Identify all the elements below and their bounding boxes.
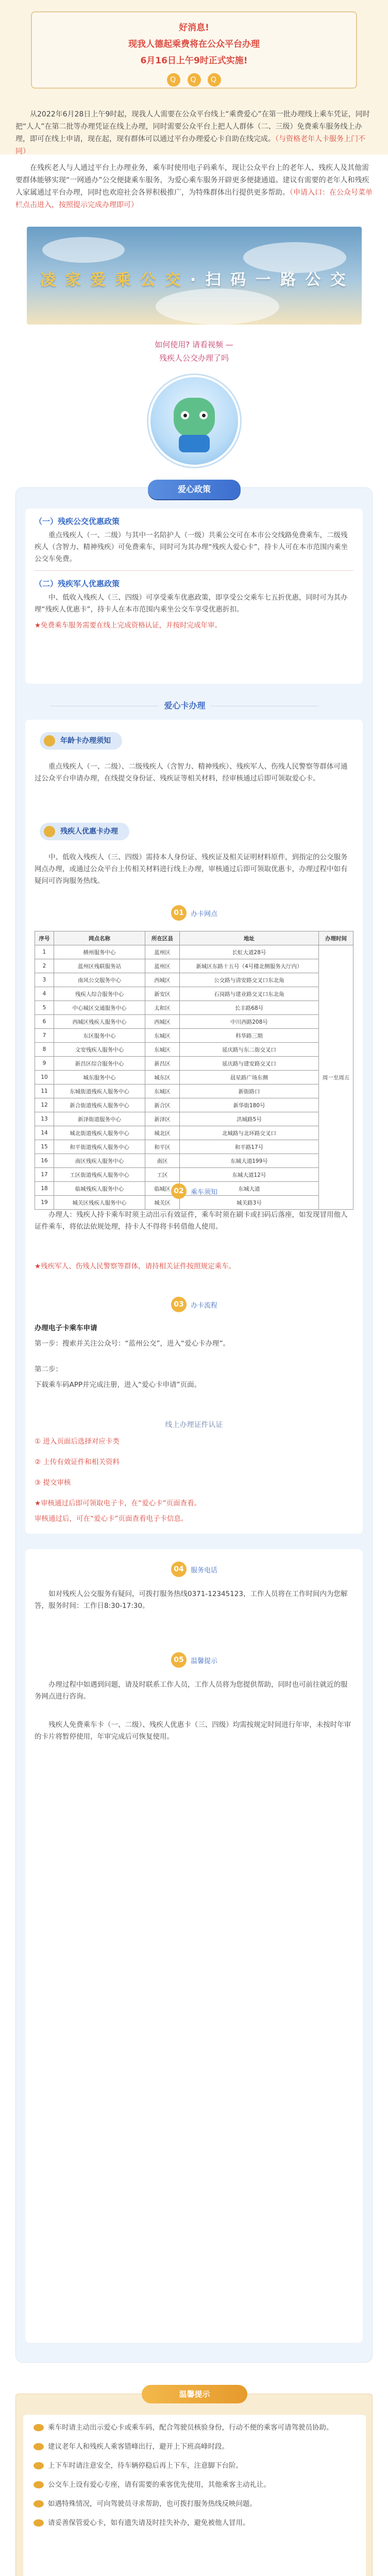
- tip-item: [33, 2453, 356, 2472]
- flow-separator: 线上办理证件认证: [165, 1421, 223, 1429]
- number-badge-icon: 02: [171, 1183, 187, 1199]
- tip-item: [33, 2472, 356, 2491]
- pill-discount-card: [40, 823, 129, 840]
- table-cell: 东城街道残疾人服务中心: [54, 1084, 145, 1098]
- table-cell: 8: [35, 1043, 54, 1057]
- table-cell: 19: [35, 1196, 54, 1210]
- table-row: [35, 1112, 353, 1126]
- table-cell: 城关路3号: [180, 1196, 319, 1210]
- notice-card: [31, 11, 357, 89]
- flow-substep-2: ② 上传有效证件和相关资料: [35, 1458, 120, 1466]
- tip-item-text: 请妥善保管爱心卡，如有遗失请及时挂失补办，避免被他人冒用。: [48, 2519, 250, 2527]
- table-row: [35, 1084, 353, 1098]
- table-cell: 12: [35, 1098, 54, 1112]
- block-1-text: 重点残疾人（一、二级）、二级残疾人（含智力、精神残疾）、残疾军人、伤残人民警察等群体可通过公众平台申请办理，在线提交身份证、残疾证等相关材料，经审核通过后即可领取爱心卡。: [35, 762, 348, 783]
- table-cell: 南区残疾人服务中心: [54, 1154, 145, 1168]
- flow-highlight-1: ★审核通过后即可领取电子卡，在“爱心卡”页面查看。: [35, 1499, 201, 1507]
- table-cell: 9: [35, 1057, 54, 1071]
- flow-highlight-2: 审核通过后，可在“爱心卡”页面查看电子卡信息。: [35, 1515, 188, 1523]
- policy-block-3: [25, 1549, 363, 2343]
- tips-tag: 温馨提示: [142, 2385, 247, 2403]
- tips-panel: [15, 2389, 373, 2576]
- table-cell: 新华街180号: [180, 1098, 319, 1112]
- bullet-icon: [33, 2519, 44, 2527]
- pill-card-notice-label: 年龄卡办理须知: [60, 737, 111, 745]
- table-header: 序号: [35, 931, 54, 945]
- pill-dot-icon: [44, 735, 55, 747]
- circle-head-rules: [158, 1183, 230, 1199]
- flow-title: 办理电子卡乘车申请: [35, 1324, 97, 1332]
- intro-text: [15, 162, 373, 211]
- table-cell: 城关区残疾人服务中心: [54, 1196, 145, 1210]
- block-2-text: 中、低收入残疾人（三、四级）需持本人身份证、残疾证及相关证明材料原件，到指定的公交服务网点办理，或通过公众平台上传相关材料进行线上办理，审核通过后即可领取优惠卡，办理过程中如有疑问可咨询服务热线。: [35, 853, 348, 885]
- table-cell: 16: [35, 1154, 54, 1168]
- mascot-video-thumbnail[interactable]: [148, 375, 240, 467]
- table-row: [35, 1043, 353, 1057]
- banner-title-part-3: · 扫 码 一 路 公 交: [190, 271, 348, 289]
- tip-item-text: 建议老年人和残疾人乘客错峰出行，避开上下班高峰时段。: [48, 2443, 229, 2451]
- flow-step-2-text: 下载乘车码APP并完成注册，进入“爱心卡申请”页面。: [35, 1381, 201, 1389]
- table-cell: 新合区: [145, 1098, 180, 1112]
- tip-item-text: 如遇特殊情况，可向驾驶员寻求帮助，也可拨打服务热线反映问题。: [48, 2500, 257, 2508]
- table-header: 网点名称: [54, 931, 145, 945]
- sites-table-wrap: [35, 931, 353, 1210]
- table-cell: 11: [35, 1084, 54, 1098]
- tips-inner: [23, 2415, 366, 2576]
- table-cell: 东城区: [145, 1084, 180, 1098]
- table-cell: 7: [35, 1029, 54, 1043]
- notice-text: [15, 108, 373, 158]
- notice-text-main: 从2022年6月28日上午9时起，现我人人需要在公众平台线上“乘费爱心”在第一批办理线上乘车凭证，同时把“人人”在第二批等办理凭证在线上办理，同时需要公众平台上把人人群体（二、三级）免费乘车服务线上办理，即可在线上申请，现在起，现有群体可以通过平台办理爱心卡自助在线完成。: [15, 110, 370, 143]
- table-cell: 城北街道残疾人服务中心: [54, 1126, 145, 1140]
- circle-head-rules-label: 乘车须知: [190, 1188, 217, 1196]
- table-cell: 5: [35, 1001, 54, 1015]
- table-row: [35, 1029, 353, 1043]
- bullet-icon: [33, 2500, 44, 2507]
- table-cell: 东区服务中心: [54, 1029, 145, 1043]
- table-cell: 延庆路与东二街交叉口: [180, 1043, 319, 1057]
- table-row: [35, 959, 353, 973]
- q-badge-1: Q: [167, 73, 180, 87]
- number-badge-icon: 05: [171, 1652, 187, 1668]
- circle-head-tel-label: 服务电话: [190, 1566, 217, 1574]
- table-cell: 东城大道199号: [180, 1154, 319, 1168]
- notice-text-highlight: （与资格老年人卡服务上门不同）: [15, 135, 365, 156]
- tip-item: [33, 2510, 356, 2529]
- table-header: 地址: [180, 931, 319, 945]
- section-head-2: （二）残疾军人优惠政策: [35, 579, 120, 588]
- notice-section: [0, 0, 388, 155]
- policy-block-2: [25, 720, 363, 1534]
- table-cell: 延庆路与建安路交叉口: [180, 1057, 319, 1071]
- banner-title: [27, 267, 362, 290]
- notice-line-2: 现我人德起乘费将在公众平台办理: [128, 39, 260, 49]
- table-cell: 13: [35, 1112, 54, 1126]
- table-row: [35, 1015, 353, 1029]
- number-badge-icon: 03: [171, 1297, 187, 1312]
- table-cell: 6: [35, 1015, 54, 1029]
- bullet-icon: [33, 2424, 44, 2431]
- tip-item: [33, 2415, 356, 2434]
- table-cell: 14: [35, 1126, 54, 1140]
- table-cell: 新合街道残疾人服务中心: [54, 1098, 145, 1112]
- table-cell: 18: [35, 1182, 54, 1196]
- table-cell: 和平路17号: [180, 1140, 319, 1154]
- circle-head-flow-label: 办卡流程: [190, 1301, 217, 1310]
- intro-text-main: 在残疾老人与人通过平台上办理业务，乘车时使用电子码乘车，现让公众平台上的老年人、残疾人及其他需要群体能够实现“一网通办”公交便捷乘车服务，为爱心乘车服务开辟更多便捷通道。建议有需要的老年人和残疾人家属通过平台办理，同时也欢迎社会各界积极推广，为特殊群体出行提供更多帮助。: [15, 164, 369, 197]
- table-cell: 3: [35, 973, 54, 987]
- table-cell: 15: [35, 1140, 54, 1154]
- table-cell: 2: [35, 959, 54, 973]
- flow-substep-1: ① 进入页面后选择对应卡类: [35, 1437, 120, 1446]
- table-row: [35, 1098, 353, 1112]
- table-row: [35, 1071, 353, 1084]
- table-cell: 西城区: [145, 973, 180, 987]
- table-cell: 临城区: [145, 1182, 180, 1196]
- table-cell: 科华路三期: [180, 1029, 319, 1043]
- section-2-text: 中、低收入残疾人（三、四级）可享受乘车优惠政策，即享受公交乘车七五折优惠，同时可为其办理“残疾人优惠卡”，持卡人在本市范围内乘坐公交车享受优惠折扣。: [35, 594, 348, 614]
- number-badge-icon: 01: [171, 905, 187, 921]
- table-row: [35, 1154, 353, 1168]
- table-cell: 城东区: [145, 1071, 180, 1084]
- table-cell: 西城区残疾人服务中心: [54, 1015, 145, 1029]
- tel-text: 如对残疾人公交服务有疑问，可拨打服务热线0371-12345123，工作人员将在工作时间内为您解答，服务时间：工作日8:30-17:30。: [35, 1590, 348, 1610]
- qqq-badges: [32, 72, 356, 87]
- table-cell: 城关区: [145, 1196, 180, 1210]
- mascot-icon: [174, 398, 215, 438]
- card-section-title: 爱心卡办理: [16, 699, 353, 711]
- table-cell: 工区: [145, 1168, 180, 1182]
- video-link[interactable]: [0, 338, 388, 365]
- pill-card-notice: [40, 732, 122, 750]
- q-badge-3: Q: [208, 73, 221, 87]
- rules-note: ★残疾军人、伤残人民警察等群体，请持相关证件按照规定乘车。: [35, 1262, 236, 1270]
- banner-title-part-2: 家 爱 乘 公 交: [65, 271, 183, 289]
- table-cell: 北城路与北环路交叉口: [180, 1126, 319, 1140]
- circle-head-tip-label: 温馨提示: [190, 1657, 217, 1665]
- table-cell: 新昌区: [145, 1057, 180, 1071]
- number-badge-icon: 04: [171, 1562, 187, 1577]
- circle-head-tip: [158, 1652, 230, 1668]
- intro-section: [0, 162, 388, 467]
- table-cell: 和平街道残疾人服务中心: [54, 1140, 145, 1154]
- table-cell: 东城区: [145, 1043, 180, 1057]
- intro-text-highlight: （申请入口：在公众号菜单栏点击进入，按照提示完成办理即可）: [15, 189, 373, 209]
- table-cell: 南区: [145, 1154, 180, 1168]
- table-cell: 蓝州区: [145, 945, 180, 959]
- banner-title-part-1: 凌: [40, 271, 58, 289]
- circle-head-sites: [158, 905, 230, 921]
- table-cell: 新泽区: [145, 1112, 180, 1126]
- notice-line-3: 6月16日上午9时正式实施!: [140, 56, 248, 66]
- flow-step-2: 第二步：: [35, 1365, 62, 1374]
- table-cell: 东城区: [145, 1029, 180, 1043]
- table-cell: 东城大道12号: [180, 1168, 319, 1182]
- table-cell: 周一至周五: [319, 945, 353, 1210]
- policy-panel: [15, 484, 373, 2363]
- bullet-icon: [33, 2462, 44, 2469]
- section-head-1: （一）残疾公交优惠政策: [35, 517, 120, 526]
- section-2-note: ★免费乘车服务需要在线上完成资格认证，并按时完成年审。: [35, 621, 222, 630]
- table-cell: 中川西路208号: [180, 1015, 319, 1029]
- table-cell: 城东服务中心: [54, 1071, 145, 1084]
- table-cell: 4: [35, 987, 54, 1001]
- section-1-text: 重点残疾人（一、二级）与其中一名陪护人（一级）共乘公交可在本市公交线路免费乘车，二级残疾人（含智力、精神残疾）可免费乘车，同时可为其办理“残疾人爱心卡”，持卡人可在本市范围内乘坐公交车免费。: [35, 531, 348, 563]
- table-cell: 新泽街道服务中心: [54, 1112, 145, 1126]
- table-cell: 晨星路广场东侧: [180, 1071, 319, 1084]
- table-cell: 横州服务中心: [54, 945, 145, 959]
- table-cell: 10: [35, 1071, 54, 1084]
- table-cell: 和平区: [145, 1140, 180, 1154]
- circle-head-flow: [158, 1297, 230, 1312]
- table-row: [35, 945, 353, 959]
- table-row: [35, 1140, 353, 1154]
- pill-discount-card-label: 残疾人优惠卡办理: [60, 827, 118, 836]
- q-badge-2: Q: [188, 73, 201, 87]
- banner-image: [27, 227, 362, 325]
- table-header: 所在区县: [145, 931, 180, 945]
- tip-text-1: 办理过程中如遇到问题，请及时联系工作人员，工作人员将为您提供帮助，同时也可前往就近的服务网点进行咨询。: [35, 1681, 348, 1701]
- table-cell: 新安区: [145, 987, 180, 1001]
- table-cell: 中心城区交通服务中心: [54, 1001, 145, 1015]
- table-cell: 洪城路5号: [180, 1112, 319, 1126]
- video-link-line-1[interactable]: 如何使用? 请看视频 —: [155, 340, 233, 349]
- tip-item-text: 乘车时请主动出示爱心卡或乘车码，配合驾驶员核验身份，行动不便的乘客可请驾驶员协助。: [48, 2424, 333, 2432]
- tip-item-text: 上下车时请注意安全，待车辆停稳后再上下车，注意脚下台阶。: [48, 2462, 243, 2470]
- table-row: [35, 1126, 353, 1140]
- circle-head-tel: [158, 1562, 230, 1577]
- flow-step-1: 第一步：搜索并关注公众号：“蓝州公交”，进入“爱心卡办理”。: [35, 1340, 230, 1348]
- table-row: [35, 1057, 353, 1071]
- table-cell: 1: [35, 945, 54, 959]
- table-cell: 长虹大道28号: [180, 945, 319, 959]
- table-cell: 西城区: [145, 1015, 180, 1029]
- table-cell: 17: [35, 1168, 54, 1182]
- table-header-row: [35, 931, 353, 945]
- table-row: [35, 987, 353, 1001]
- table-cell: 工区街道残疾人服务中心: [54, 1168, 145, 1182]
- flow-substep-3: ③ 提交审核: [35, 1479, 71, 1487]
- notice-line-1: 好消息!: [179, 23, 209, 33]
- rules-text: 办理人：残疾人持卡乘车时须主动出示有效证件，乘车时须在刷卡或扫码后落座，如发现冒用他人证件乘车，将依法依规处理，持卡人不得将卡转借他人使用。: [35, 1211, 348, 1231]
- circle-head-sites-label: 办卡网点: [190, 910, 217, 918]
- bullet-icon: [33, 2443, 44, 2450]
- table-cell: 城北区: [145, 1126, 180, 1140]
- table-cell: 石岗路与建业路交叉口东北角: [180, 987, 319, 1001]
- tip-item: [33, 2434, 356, 2453]
- table-cell: 新昌区综合服务中心: [54, 1057, 145, 1071]
- table-cell: 蓝州区: [145, 959, 180, 973]
- tip-text-2: 残疾人免费乘车卡（一、二级）、残疾人优惠卡（三、四级）均需按规定时间进行年审，未按时年审的卡片将暂停使用，年审完成后可恢复使用。: [35, 1721, 351, 1741]
- tip-item: [33, 2491, 356, 2510]
- table-cell: 新城区东路十五号（4号楼北侧服务大厅内）: [180, 959, 319, 973]
- table-cell: 东城大道: [180, 1182, 319, 1196]
- table-row: [35, 1001, 353, 1015]
- table-cell: 残疾人综合服务中心: [54, 987, 145, 1001]
- policy-tag: 爱心政策: [148, 480, 241, 499]
- policy-block-1: [25, 509, 363, 684]
- table-row: [35, 1168, 353, 1182]
- table-cell: 蓝州区残联服务站: [54, 959, 145, 973]
- table-cell: 太和区: [145, 1001, 180, 1015]
- table-cell: 公交路与清安路交叉口东北角: [180, 973, 319, 987]
- table-cell: 临城残疾人服务中心: [54, 1182, 145, 1196]
- bullet-icon: [33, 2481, 44, 2488]
- tip-item-text: 公交车上设有爱心专座，请有需要的乘客优先使用，其他乘客主动礼让。: [48, 2481, 271, 2489]
- table-row: [35, 973, 353, 987]
- pill-dot-icon: [44, 826, 55, 837]
- sites-table: [35, 931, 353, 1210]
- table-cell: 文安残疾人服务中心: [54, 1043, 145, 1057]
- table-cell: 新街路口: [180, 1084, 319, 1098]
- table-cell: 南风公交服务中心: [54, 973, 145, 987]
- table-cell: 长丰路68号: [180, 1001, 319, 1015]
- video-link-line-2[interactable]: 残疾人公交办理了吗: [159, 353, 229, 363]
- table-header: 办理时间: [319, 931, 353, 945]
